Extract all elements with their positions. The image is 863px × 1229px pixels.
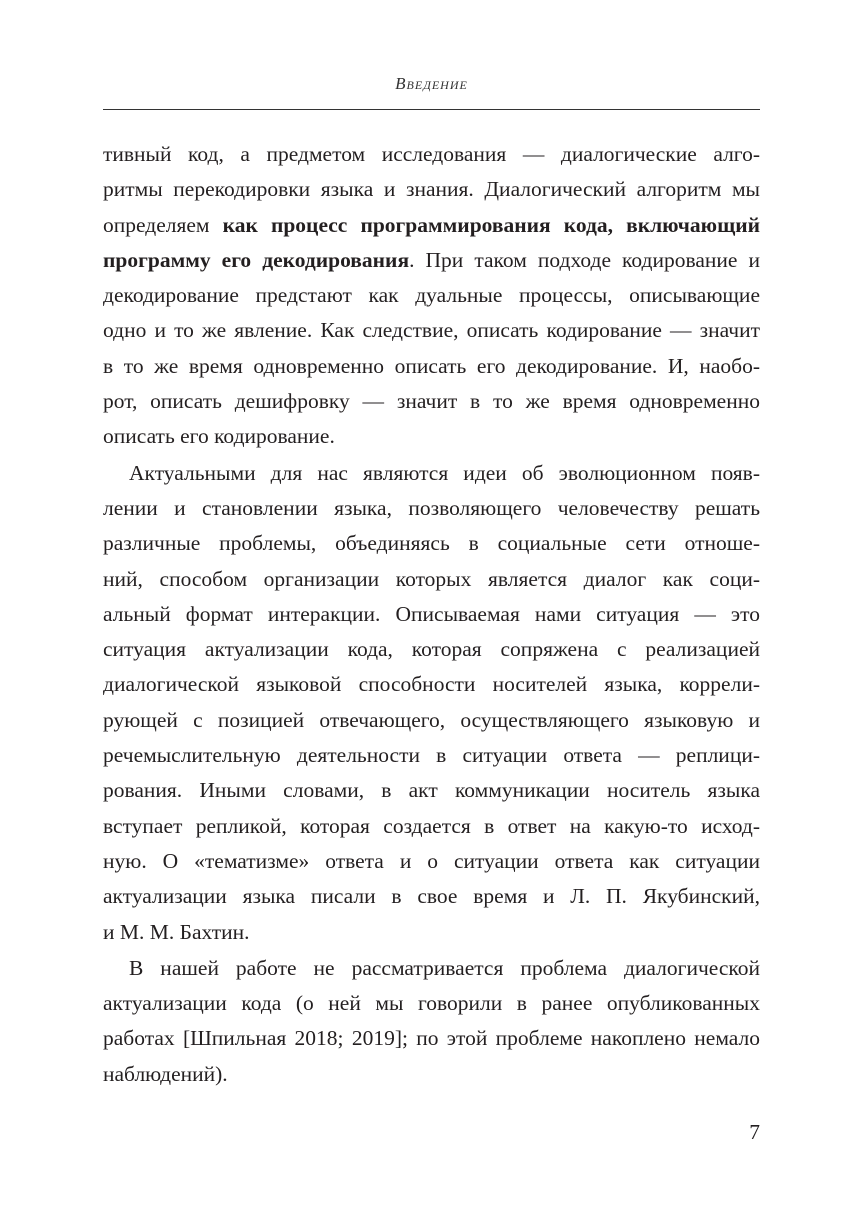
text-segment: речемыслительную деятельности в ситуации ответа — реплици- — [103, 743, 760, 768]
text-line — [103, 879, 760, 914]
text-line — [103, 278, 760, 313]
text-line — [103, 313, 760, 348]
text-line — [103, 773, 760, 808]
text-line — [103, 632, 760, 667]
text-segment: рот, описать дешифровку — значит в то же время одновременно — [103, 389, 760, 414]
text-line — [103, 526, 760, 561]
text-segment: диалогической языковой способности носителей языка, коррели- — [103, 672, 760, 697]
paragraph — [103, 456, 760, 950]
page-number: 7 — [749, 1120, 760, 1144]
text-segment: рования. Иными словами, в акт коммуникации носитель языка — [103, 778, 760, 803]
text-line — [103, 419, 760, 454]
text-line — [103, 208, 760, 243]
body-text — [103, 137, 760, 1093]
text-line — [103, 597, 760, 632]
text-line — [103, 915, 760, 950]
text-segment: определяем — [103, 212, 223, 237]
text-segment: вступает репликой, которая создается в ответ на какую-то исход- — [103, 813, 760, 838]
text-line — [103, 738, 760, 773]
text-segment: различные проблемы, объединяясь в социальные сети отноше- — [103, 531, 760, 556]
text-line — [103, 844, 760, 879]
text-segment: тивный код, а предметом исследования — диалогические алго- — [103, 142, 760, 166]
text-line — [103, 243, 760, 278]
text-line — [103, 384, 760, 419]
text-segment: описать его кодирование. — [103, 424, 335, 449]
text-segment: и М. М. Бахтин. — [103, 919, 250, 944]
text-line — [103, 456, 760, 491]
text-line — [103, 667, 760, 702]
running-header: Введение — [395, 74, 468, 93]
text-segment: В нашей работе не рассматривается проблема диалогической — [129, 955, 760, 980]
text-line — [103, 986, 760, 1021]
header-rule — [103, 109, 760, 110]
text-line — [103, 349, 760, 384]
bold-text: программу его декодирования — [103, 247, 410, 272]
paragraph — [103, 137, 760, 455]
text-segment: ную. О «тематизме» ответа и о ситуации ответа как ситуации — [103, 848, 760, 873]
paragraph — [103, 951, 760, 1092]
text-segment: . При таком подходе кодирование и — [409, 247, 760, 272]
text-segment: Актуальными для нас являются идеи об эволюционном появ- — [129, 460, 760, 485]
text-segment: в то же время одновременно описать его декодирование. И, наобо- — [103, 353, 760, 378]
text-segment: ний, способом организации которых является диалог как соци- — [103, 566, 760, 591]
text-line — [103, 491, 760, 526]
text-line — [103, 562, 760, 597]
text-line — [103, 172, 760, 207]
text-line — [103, 1021, 760, 1056]
text-line — [103, 809, 760, 844]
text-segment: лении и становлении языка, позволяющего человечеству решать — [103, 495, 760, 520]
text-segment: рующей с позицией отвечающего, осуществляющего языковую и — [103, 707, 760, 732]
text-line — [103, 137, 760, 172]
text-segment: работах [Шпильная 2018; 2019]; по этой проблеме накоплено немало — [103, 1026, 760, 1051]
text-line — [103, 951, 760, 986]
text-line — [103, 1057, 760, 1092]
text-segment: актуализации языка писали в свое время и Л. П. Якубинский, — [103, 884, 760, 909]
text-segment: альный формат интеракции. Описываемая нами ситуация — это — [103, 601, 760, 626]
text-segment: актуализации кода (о ней мы говорили в ранее опубликованных — [103, 991, 760, 1016]
text-segment: наблюдений). — [103, 1061, 228, 1086]
text-segment: одно и то же явление. Как следствие, описать кодирование — значит — [103, 318, 760, 343]
bold-text: как процесс программирования кода, включающий — [222, 212, 760, 237]
text-segment: ритмы перекодировки языка и знания. Диалогический алгоритм мы — [103, 177, 760, 202]
text-line — [103, 703, 760, 738]
text-segment: декодирование предстают как дуальные процессы, описывающие — [103, 283, 760, 308]
text-segment: ситуация актуализации кода, которая сопряжена с реализацией — [103, 637, 760, 662]
